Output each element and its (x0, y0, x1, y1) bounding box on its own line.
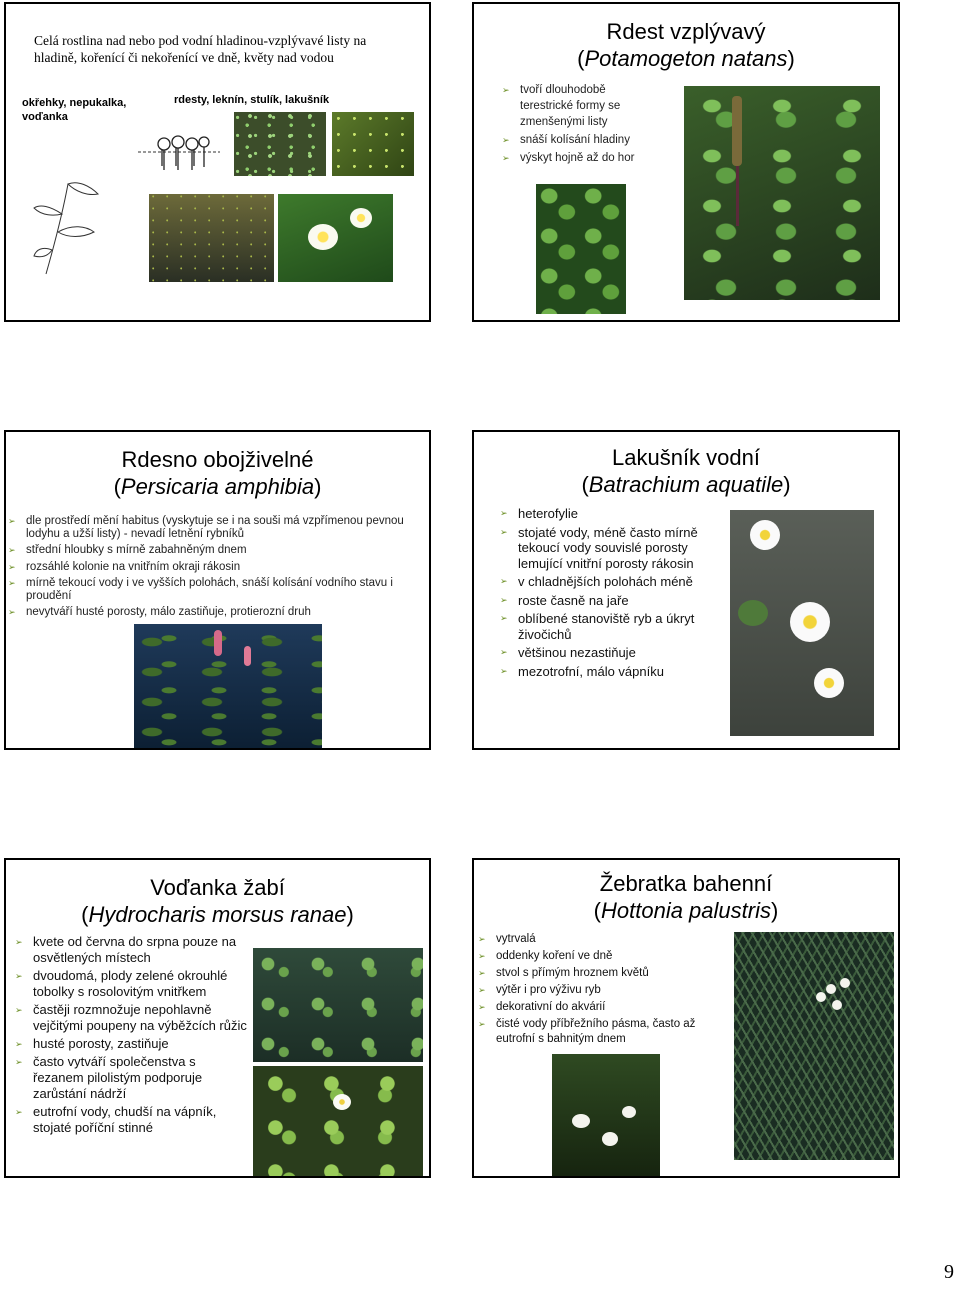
list-item: ➢ oblíbené stanoviště ryb a úkryt živočichů (500, 611, 715, 642)
title-czech: Lakušník vodní (612, 445, 760, 470)
pondweed-flower-photo (684, 86, 880, 300)
list-item: ➢ eutrofní vody, chudší na vápník, stojaté poříční stinné (15, 1104, 247, 1136)
label-left: okřehky, nepukalka, voďanka (22, 97, 127, 123)
bullet-list (8, 515, 431, 619)
list-item: ➢ střední hloubky s mírně zabahněným dnem (8, 544, 431, 557)
list-item: ➢ kvete od června do srpna pouze na osvětlených místech (15, 934, 247, 966)
batrachium-photo (730, 510, 874, 736)
pondweed-sketch-icon (28, 176, 114, 276)
slide-5 (4, 858, 431, 1178)
slide-title: Lakušník vodní (Batrachium aquatile) (474, 444, 898, 498)
title-czech: Rdest vzplývavý (606, 19, 766, 44)
list-item: ➢ heterofylie (500, 506, 715, 522)
list-item: ➢ rozsáhlé kolonie na vnitřním okraji rákosin (8, 561, 431, 574)
slide-title: Žebratka bahenní (Hottonia palustris) (474, 870, 898, 924)
list-item: ➢ dle prostředí mění habitus (vyskytuje se i na souši má vzpřímenou pevnou lodyhu a užší listy) - nevadí letnění rybníků (8, 515, 431, 540)
hottonia-photo-small (552, 1054, 660, 1176)
pondweed-leaves-photo (536, 184, 626, 314)
label-right: rdesty, leknín, stulík, lakušník (174, 94, 330, 106)
plant-sketch-icon (134, 132, 224, 174)
slide-heading: Celá rostlina nad nebo pod vodní hladinou-vzplývavé listy na hladině, kořenící či nekořenící ve dně, květy nad vodou (34, 33, 367, 65)
list-item: ➢ výskyt hojně až do hor (502, 150, 652, 166)
title-latin: Hydrocharis morsus ranae (88, 902, 347, 927)
list-item: ➢ stvol s přímým hroznem květů (478, 966, 728, 981)
list-item: ➢ mírně tekoucí vody i ve vyšších polohách, snáší kolísání vodního stavu i proudění (8, 577, 431, 602)
list-item: ➢ většinou nezastiňuje (500, 645, 715, 661)
list-item: ➢ vytrvalá (478, 932, 728, 947)
title-czech: Rdesno obojživelné (121, 447, 314, 472)
list-item: ➢ husté porosty, zastiňuje (15, 1036, 247, 1052)
list-item: ➢ roste časně na jaře (500, 593, 715, 609)
title-czech: Žebratka bahenní (599, 871, 773, 896)
title-czech: Voďanka žabí (150, 875, 285, 900)
list-item: ➢ často vytváří společenstva s řezanem pilolistým podporuje zarůstání nádrží (15, 1054, 247, 1102)
title-latin: Batrachium aquatile (588, 472, 784, 497)
list-item: ➢ dvoudomá, plody zelené okrouhlé tobolky s rosolovitým vnitřkem (15, 968, 247, 1000)
hydrocharis-photo-bottom (253, 1066, 423, 1176)
list-item: ➢ čisté vody příbřežního pásma, často až eutrofní s bahnitým dnem (478, 1017, 728, 1047)
slide-6 (472, 858, 900, 1178)
slide-title: Voďanka žabí (Hydrocharis morsus ranae) (6, 874, 429, 928)
slide-2 (472, 2, 900, 322)
pond-surface-photo (149, 194, 274, 282)
list-item: ➢ v chladnějších polohách méně (500, 574, 715, 590)
bullet-list (500, 506, 715, 679)
list-item: ➢ častěji rozmnožuje nepohlavně vejčitými poupeny na výběžcích růžic (15, 1002, 247, 1034)
slide-3 (4, 430, 431, 750)
hydrocharis-photo-top (253, 948, 423, 1062)
list-item: ➢ tvoří dlouhodobě terestrické formy se zmenšenými listy (502, 82, 652, 130)
list-item: ➢ dekorativní do akvárií (478, 1000, 728, 1015)
bullet-list (478, 932, 728, 1047)
list-item: ➢ stojaté vody, méně často mírně tekoucí vody souvislé porosty lemující vnitřní porosty rákosin (500, 525, 715, 572)
bullet-list (15, 934, 247, 1136)
list-item: ➢ oddenky koření ve dně (478, 949, 728, 964)
list-item: ➢ výtěr i pro výživu ryb (478, 983, 728, 998)
water-lily-photo (278, 194, 393, 282)
title-latin: Potamogeton natans (584, 46, 788, 71)
title-latin: Persicaria amphibia (120, 474, 315, 499)
hottonia-photo-large (734, 932, 894, 1160)
slide-title: Rdesno obojživelné (Persicaria amphibia) (6, 446, 429, 500)
list-item: ➢ nevytváří husté porosty, málo zastiňuje, protierozní druh (8, 606, 431, 619)
bullet-list (502, 82, 652, 166)
slide-title: Rdest vzplývavý (Potamogeton natans) (474, 18, 898, 72)
water-plants-photo (332, 112, 414, 176)
persicaria-photo (134, 624, 322, 750)
duckweed-photo (234, 112, 326, 176)
slide-4 (472, 430, 900, 750)
slide-1 (4, 2, 431, 322)
list-item: ➢ snáší kolísání hladiny (502, 132, 652, 148)
page-number: 9 (944, 1261, 954, 1283)
list-item: ➢ mezotrofní, málo vápníku (500, 664, 715, 680)
title-latin: Hottonia palustris (601, 898, 771, 923)
